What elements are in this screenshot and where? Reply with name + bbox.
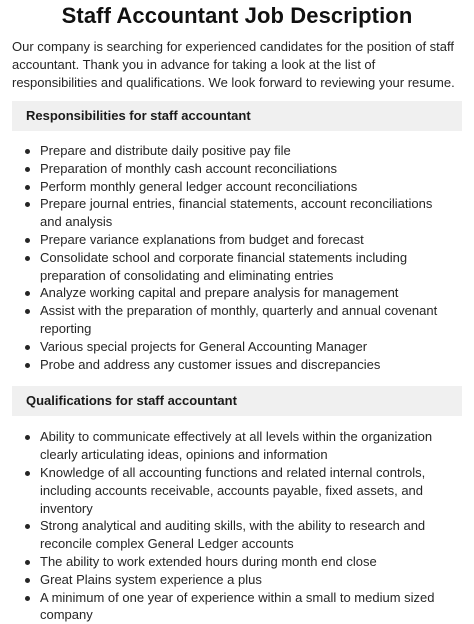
list-item-text: Strong analytical and auditing skills, with the ability to research and reconcile complex General Ledger accounts [40, 518, 426, 552]
list-item [40, 428, 462, 464]
intro-paragraph: Our company is searching for experienced candidates for the position of staff accountant. Thank you in advance for taking a look at the list of responsibilities and qualifications. We look forward to reviewing your resume. [12, 39, 455, 90]
bullet-icon [25, 345, 30, 350]
responsibilities-list [12, 142, 462, 373]
bullet-icon [25, 363, 30, 368]
list-item [40, 356, 462, 374]
list-item-text: Prepare and distribute daily positive pay file [40, 143, 291, 158]
list-item [40, 231, 462, 249]
bullet-icon [25, 471, 30, 476]
qualifications-list [12, 428, 462, 624]
bullet-icon [25, 167, 30, 172]
list-item [40, 284, 462, 302]
bullet-icon [25, 238, 30, 243]
list-item-text: Great Plains system experience a plus [40, 571, 262, 587]
list-item [40, 142, 462, 160]
list-item [40, 195, 462, 231]
list-item-text: The ability to work extended hours during month end close [40, 553, 377, 569]
list-item-text: Various special projects for General Accounting Manager [40, 338, 368, 354]
bullet-icon [25, 309, 30, 314]
list-item-text: A minimum of one year of experience within a small to medium sized company [40, 589, 435, 623]
list-item [40, 338, 462, 356]
list-item [40, 571, 462, 589]
list-item-text: Assist with the preparation of monthly, quarterly and annual covenant reporting [40, 303, 438, 336]
bullet-icon [25, 185, 30, 190]
list-item [40, 553, 462, 571]
list-item-text: Prepare variance explanations from budget and forecast [40, 231, 364, 247]
list-item-text: Ability to communicate effectively at all levels within the organization clearly articulating ideas, opinions and information [40, 429, 433, 463]
bullet-icon [25, 202, 30, 207]
page-title: Staff Accountant Job Description [61, 3, 413, 28]
list-item-text: Prepare journal entries, financial statements, account reconciliations and analysis [40, 196, 433, 230]
list-item [40, 517, 462, 553]
list-item-text: Consolidate school and corporate financial statements including preparation of consolidating and eliminating entries [40, 249, 408, 283]
bullet-icon [25, 524, 30, 529]
bullet-icon [25, 596, 30, 601]
list-item [40, 464, 462, 517]
list-item [40, 178, 462, 196]
list-item [40, 302, 462, 338]
bullet-icon [25, 435, 30, 440]
responsibilities-heading: Responsibilities for staff accountant [12, 101, 462, 131]
list-item-text: Knowledge of all accounting functions and related internal controls, including accounts receivable, accounts payable, fixed assets, and inventory [40, 464, 426, 516]
bullet-icon [25, 560, 30, 565]
list-item-text: Analyze working capital and prepare analysis for management [40, 285, 399, 301]
list-item [40, 589, 462, 624]
list-item-text: Preparation of monthly cash account reconciliations [40, 160, 337, 176]
list-item [40, 249, 462, 285]
bullet-icon [25, 149, 30, 154]
bullet-icon [25, 291, 30, 296]
list-item-text: Perform monthly general ledger account reconciliations [40, 178, 358, 194]
qualifications-heading: Qualifications for staff accountant [12, 386, 462, 416]
bullet-icon [25, 256, 30, 261]
list-item-text: Probe and address any customer issues and discrepancies [40, 356, 381, 372]
bullet-icon [25, 578, 30, 583]
list-item [40, 160, 462, 178]
